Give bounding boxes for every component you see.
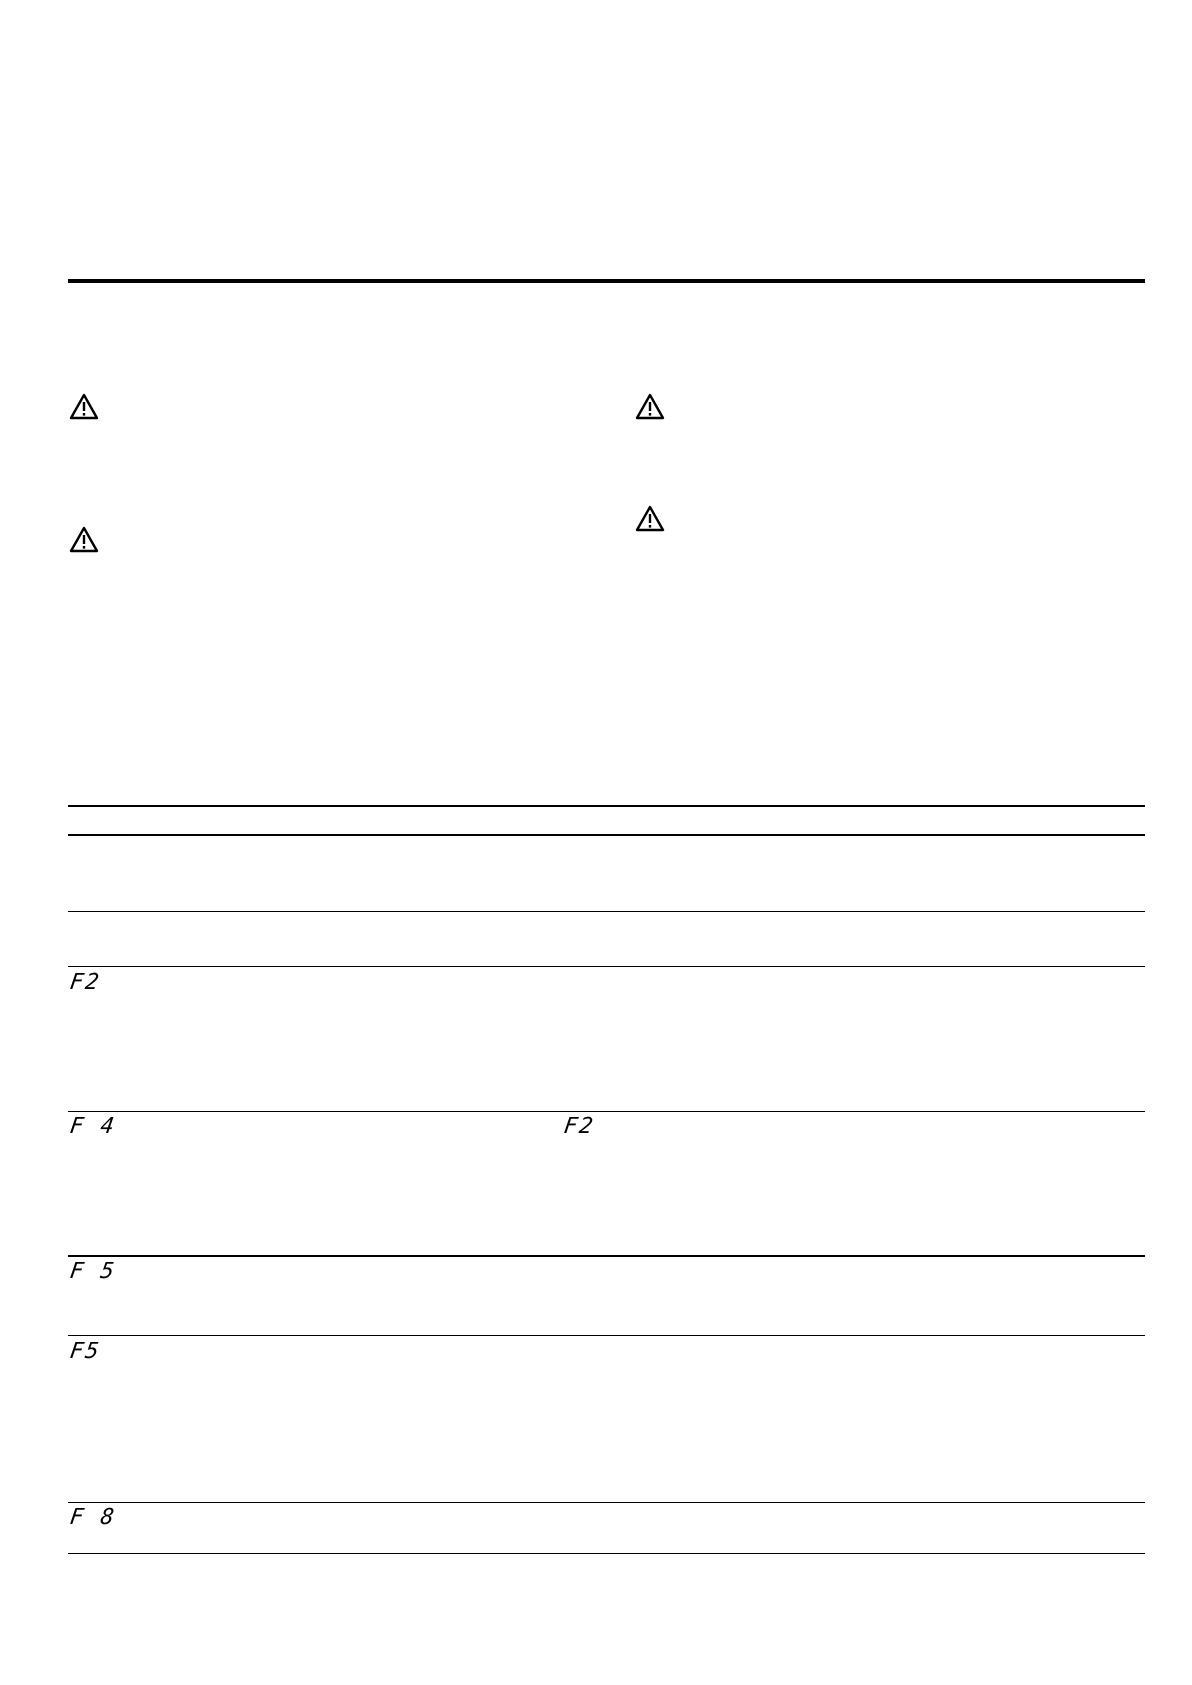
table-row-divider <box>68 1111 1145 1112</box>
error-code-reference: F2 <box>562 1114 597 1139</box>
error-code: F 8 <box>68 1505 118 1530</box>
table-row-divider <box>68 966 1145 967</box>
table-header-rule <box>68 834 1145 836</box>
table-bottom-rule <box>68 1553 1145 1554</box>
error-code: F2 <box>68 970 103 995</box>
error-code: F 4 <box>68 1114 118 1139</box>
table-top-rule <box>68 805 1145 807</box>
warning-triangle-icon <box>635 505 665 532</box>
table-row-divider <box>68 1255 1145 1257</box>
table-row-divider <box>68 911 1145 912</box>
table-row-divider <box>68 1502 1145 1503</box>
warning-triangle-icon <box>635 393 665 420</box>
section-top-rule <box>68 279 1145 283</box>
warning-triangle-icon <box>69 526 99 553</box>
error-code: F 5 <box>68 1259 118 1284</box>
error-code: F5 <box>68 1339 103 1364</box>
warning-triangle-icon <box>69 393 99 420</box>
table-row-divider <box>68 1335 1145 1336</box>
